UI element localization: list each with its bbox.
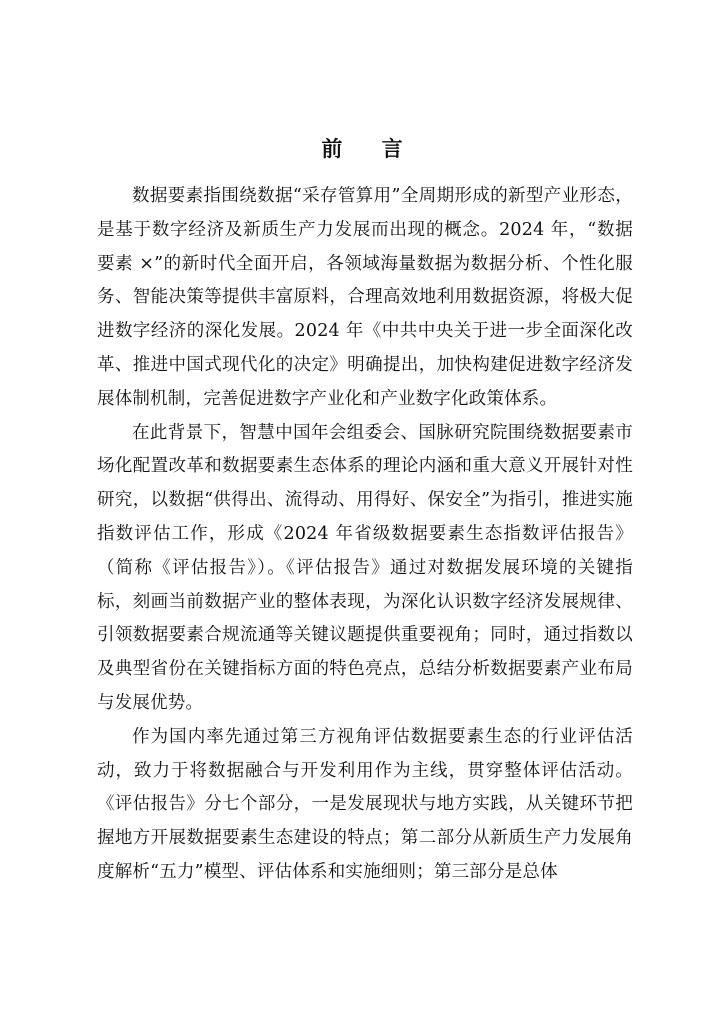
paragraph-2: 在此背景下，智慧中国年会组委会、国脉研究院围绕数据要素市场化配置改革和数据要素生态体系的理论内涵和重大意义开展针对性研究，以数据“供得出、流得动、用得好、保安全”为指引，推进实施指数评估工作，形成《2024 年省级数据要素生态指数评估报告》（简称《评估报告》）。《评估报告》通过对数据发展环境的关键指标，刻画当前数据产业的整体表现，为深化认识数字经济发展规律、引领数据要素合规流通等关键议题提供重要视角；同时，通过指数以及典型省份在关键指标方面的特色亮点，总结分析数据要素产业布局与发展优势。 <box>97 422 633 713</box>
paragraph-3: 作为国内率先通过第三方视角评估数据要素生态的行业评估活动，致力于将数据融合与开发利用作为主线，贯穿整体评估活动。《评估报告》分七个部分，一是发展现状与地方实践，从关键环节把握地方开展数据要素生态建设的特点；第二部分从新质生产力发展角度解析“五力”模型、评估体系和实施细则；第三部分是总体 <box>97 726 633 882</box>
page-title: 前 言 <box>321 137 419 161</box>
document-body <box>97 180 633 890</box>
paragraph-1: 数据要素指围绕数据“采存管算用”全周期形成的新型产业形态，是基于数字经济及新质生产力发展而出现的概念。2024 年，“数据要素 ×”的新时代全面开启，各领域海量数据为数据分析、个性化服务、智能决策等提供丰富原料，合理高效地利用数据资源，将极大促进数字经济的深化发展。2024 年《中共中央关于进一步全面深化改革、推进中国式现代化的决定》明确提出，加快构建促进数字经济发展体制机制，完善促进数字产业化和产业数字化政策体系。 <box>97 186 633 409</box>
